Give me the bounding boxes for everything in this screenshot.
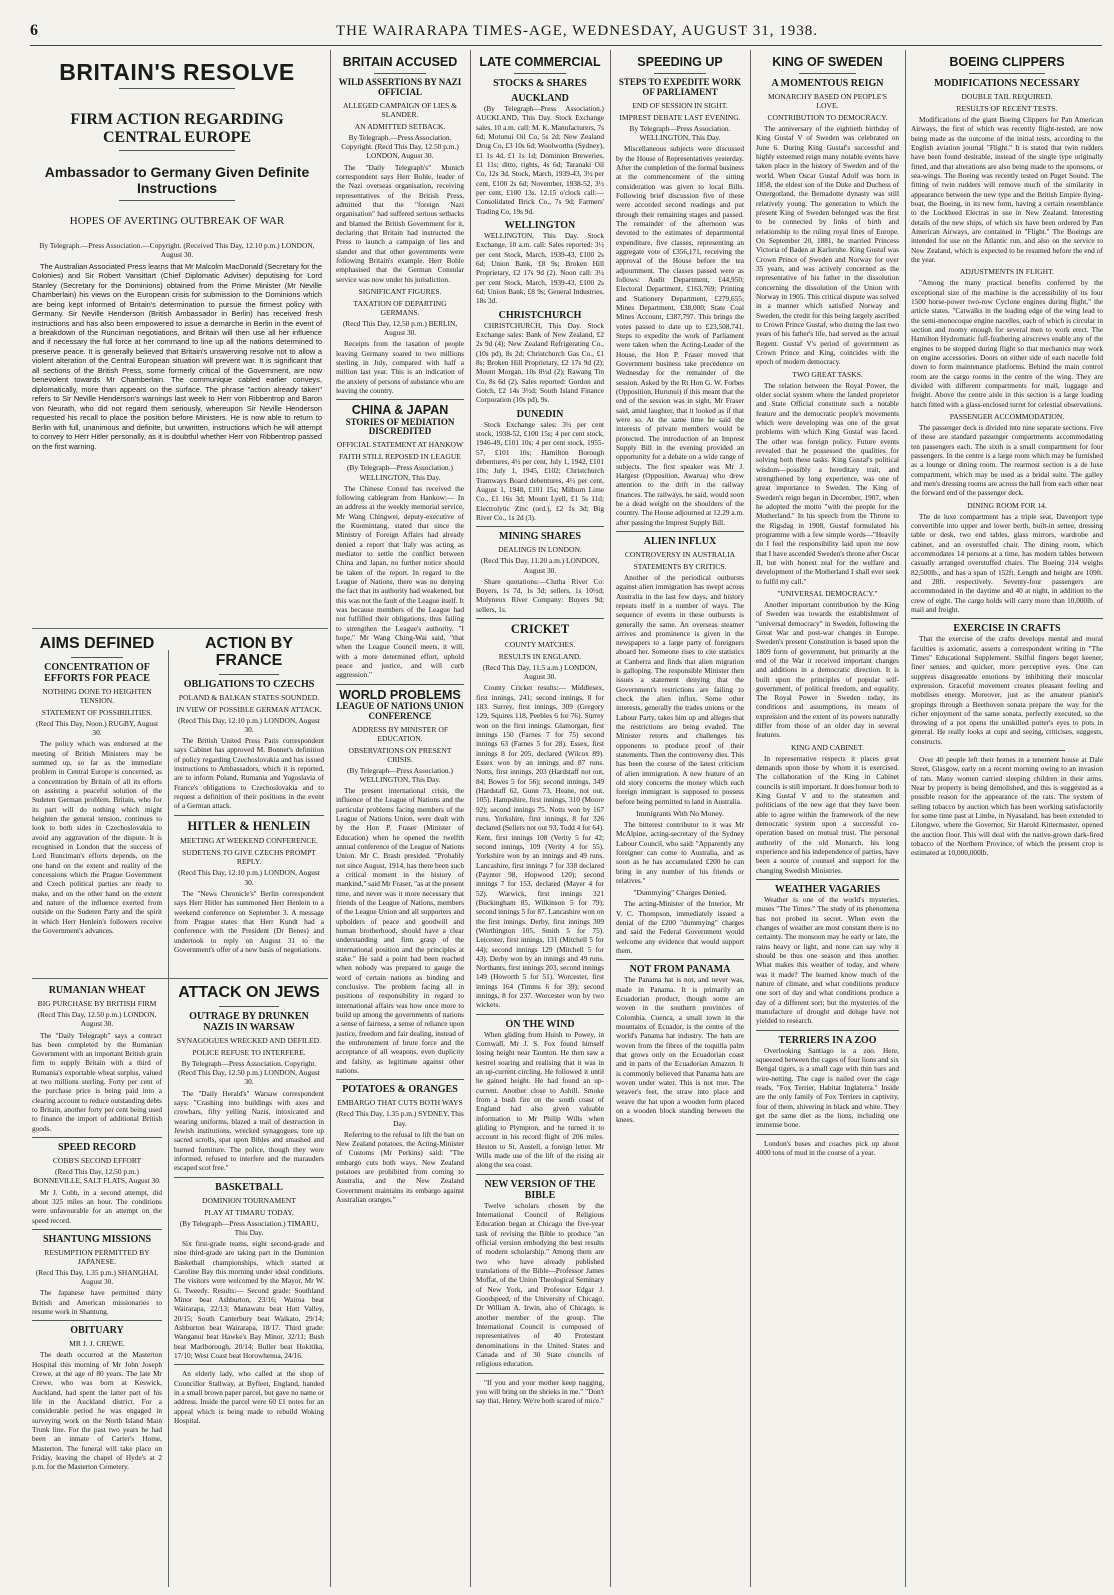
- article-britains-resolve: [32, 60, 322, 625]
- column-six: [756, 56, 899, 1586]
- subheadline: NOTHING DONE TO HEIGHTEN TENSION.: [42, 686, 152, 705]
- headline: TERRIERS IN A ZOO: [778, 1034, 877, 1046]
- subheadline: Immigrants With No Money.: [636, 809, 724, 819]
- article-body: County Cricket results:— Middlesex, first innings, 241; second innings, 8 for 183. Surrey, first innings, 309 (Gregory 129, Squires 118, Peebles 6 for 76). Surrey won on the first innings. Glamorgan, first innings 150 (Farnes 7 for 75) second innings 63 (Farnes 5 for 28). Essex, first innings 8 for 205, declared (Wilcox 89). Essex won by an innings and 87 runs. Notts, first innings, 203 (Hardstaff not out, 84; Bowes 5 for 56); second innings, 349 (Hardstaff 62, Gunn 73, Heane, not out, 105). Hampshire, first innings, 310 (Moore 92); second innings 75. Notts won by 167 runs. Yorkshire, first innings, 8 for 326 declared (Sellers not out 93, Todd 4 for 64). Kent, first innings 108 (Verity 5 for 42; second innings, 109 (Verity 4 for 55). Yorkshire won by an innings and 49 runs. Lancashire, first innings 7 for 338 declared (Paynter 98, Hopwood 120); second innings 7 for 153, declared (Mayer 4 for 52). Warwick, first innings 321 (Buckingham 85, Wilkinson 5 for 79); second innings 5 for 87. Lancashire won on the first innings. Derby, first innings 309 (Worthington 105, Smith 5 for 75). Leicester, first innings, 131 (Mitchell 5 for 44); second innings 129 (Mitchell 5 for 43). Derby won by an innings and 49 runs. Northants, first innings 203, second innings 149 (Howorth 5 for 51). Worcester, first innings 164 (Timms 6 for 39); second innings, 8 for 237. Worcester won by two wickets.: [476, 683, 604, 1010]
- article-aims-defined: [32, 636, 162, 973]
- article-body: Another of the periodical outbursts against alien immigration has swept across Australia in the last few days, and history repeats itself in a number of ways. The sequence of events in these outbursts is generally the same. An overseas steamer arrives and prominence is given in the newspapers to a large party of foreigners aboard her. Someone rises to cite statistics at Canberra and finds that alien migration is galloping. The responsible Minister then issues a statement denying that the Government's restrictions are failing to check the alien influx. Some other interests, generally the trades unions or the Labour Party, takes him up and alleges that the restrictions are being evaded. The Minister retorts and challenges his opponents to produce proof of their statements. Then the controversy dies. This has been the course of the latest criticism of alien immigration. A new feature of an old story concerns the money which each foreign immigrant is supposed to possess before being permitted to land in Australia.: [616, 572, 744, 806]
- dateline: (Recd This Day, 12.50 p.m.) LONDON, August 30.: [37, 1010, 157, 1029]
- column-rule: [330, 50, 331, 1587]
- article-body: Twelve scholars chosen by the International Council of Religious Education began at Chicago the five-year task of revising the Bible to produce "an official version embodying the best results of modern scholarship." Among them are two who have already published translations of the Bible—Professor James Moffat, of the Union Theological Seminary of New York, and Professor Edgar J. Goodspeed, of the University of Chicago. Dr William A. Irwin, also of Chicago, is another member of the group. The International Council is composed of representatives of 40 Protestant denominations in the United States and Canada and of 30 State councils of religious education.: [476, 1200, 604, 1369]
- subheadline: IMPREST DEBATE LAST EVENING.: [619, 112, 741, 122]
- market-report: WELLINGTON, This Day. Stock Exchange, 10 a.m. call: Sales reported: 3½ per cent Stock, March, 1939-43, £100 2s 6d; Union Bank, £8 9s; Broken Hill Proprietary, £2 17s 9d (2). Noon call: 3½ per cent Stock, March, 1939-43, £100 2s 6d; Union Bank, £8 9s; General Industries, 18s 3d.: [476, 231, 604, 306]
- headline: SPEEDING UP: [637, 56, 723, 69]
- dateline: (Recd This Day, 11.5 a.m.) LONDON, August 30.: [482, 662, 598, 682]
- subheadline: CONTRIBUTION TO DEMOCRACY.: [767, 113, 888, 123]
- dateline: (Recd This Day, 12.10 p.m.) LONDON, August 30.: [178, 868, 320, 887]
- article-body: The de luxe compartment has a triple seat, Davenport type convertible into upper and lower berth, built-in settee, dressing table or desk, two end tables, glass mirrors, wardrobe and cabinet, and an overstuffed chair. The dining room, which accommodates 14 persons at a time, has modern tables between casually arranged overstuffed chairs. The Boeing 314 weighs 82,500lb., and has a span of 152ft. Length and height are 109ft. and 28ft. respectively. Seventy-four passengers are accommodated in the daytime and 40 at night, in addition to the crew of eight. The cargo holds will carry more than 10,000lb. of mail and freight.: [911, 511, 1103, 614]
- paper-title: THE WAIRARAPA TIMES-AGE, WEDNESDAY, AUGUST 31, 1938.: [335, 23, 819, 39]
- subheadline: POLICE REFUSE TO INTERFERE.: [192, 1047, 306, 1057]
- subheadline: POLAND & BALKAN STATES SOUNDED.: [178, 692, 320, 702]
- subheadline: PLAY AT TIMARU TODAY.: [204, 1207, 294, 1217]
- article-body: When gliding from Huish to Powey, in Cornwall, Mr J. S. Fox found himself losing height near Taunton. He then saw a kestrel soaring and realising that it was in an up-current circling. He followed it until he gained height. He had found an up-current. Another close to Ashill. Smoke from a bush fire on the south coast of England had also given valuable information to Mr Philip Wills when gliding to Plympton, and he turned it to account in his record flight of 206 miles. Heston to St. Austell, a foreign letter. Mr Wills made use of the lift of the rising air along the sea coast.: [476, 1029, 604, 1170]
- article-body: The bitterest contributor to it was Mr McAlpine, acting-secretary of the Sydney Labour Council, who said: "Apparently any foreigner can come to Australia, and as soon as he has accumulated £200 he can bring in any number of his friends or relatives.": [616, 820, 744, 886]
- article-body: Referring to the refusal to lift the ban on New Zealand potatoes, the Acting-Minister of Customs (Mr Perkins) said: "The embargo cuts both ways. New Zealand potatoes are prohibited from coming to Australia, and the New Zealand Government maintains its embargo against Australian oranges.": [336, 1129, 464, 1205]
- subheadline: STEPS TO EXPEDITE WORK OF PARLIAMENT: [618, 77, 742, 98]
- dateline: By Telegraph—Press Association. WELLINGTON, This Day.: [629, 123, 731, 143]
- subheadline: AN ADMITTED SETBACK.: [354, 121, 446, 131]
- headline: ON THE WIND: [505, 1018, 575, 1030]
- subheadline: KING AND CABINET.: [790, 742, 865, 752]
- subheadline: MODIFICATIONS NECESSARY: [934, 78, 1080, 90]
- market-report: CHRISTCHURCH, This Day. Stock Exchange sales: Bank of New Zealand, £2 2s 9d (4); New Zealand Refrigerating Co., (10s pd), 8s 2d; Christchurch Gas Co., £1 8s; Broken Hill Proprietary, £2 17s 9d (2); Mount Morgan, 10s 8½d (2); Rawang Tin Co, 8s 6d (2). Sales reported: Gordon and Gotch, £2 14s 3½d; South Island Finance Corporation (10s pd), 9s.: [476, 320, 604, 405]
- column-rule: [750, 50, 751, 1587]
- subheadline: RESULTS IN ENGLAND.: [498, 651, 582, 661]
- headline: BRITAIN ACCUSED: [342, 56, 458, 69]
- article-body: Mr J. Cobb, in a second attempt, did about 325 miles an hour. The conditions were unfavourable for an attempt on the speed record.: [32, 1187, 162, 1225]
- headline: CHINA & JAPAN: [351, 403, 449, 418]
- subheadline: IN VIEW OF POSSIBLE GERMAN ATTACK.: [176, 704, 322, 714]
- article-body: The passenger deck is divided into nine separate sections. Five of these are standard passenger compartments accommodating ten passengers each. The sixth is a small compartment for four passengers. In the centre is a large room which may be furnished as a lounge or dining room. The rearmost section is a de luxe compartment, which may be used as a bridal suite. The galley and men's dressing rooms are across the hall from each other near the forward end of the passenger deck.: [911, 422, 1103, 498]
- masthead: [0, 0, 1114, 44]
- headline: BOEING CLIPPERS: [949, 56, 1065, 69]
- article-body: The "Daily Telegraph" says a contract has been completed by the Rumanian Government with an important British grain firm to supply Britain with a third of Rumania's exportable wheat surplus, valued at two millions sterling. Forty per cent of the purchase price is being paid into a clearing account to reduce outstanding debts to Britain, another forty per cent being used to finance the import of additional British goods.: [32, 1030, 162, 1133]
- subheadline: OUTRAGE BY DRUNKEN NAZIS IN WARSAW: [189, 1010, 309, 1033]
- headline: AIMS DEFINED: [39, 636, 155, 652]
- column-five: [616, 56, 744, 1586]
- headline: CRICKET: [510, 622, 570, 637]
- headline: MINING SHARES: [499, 531, 581, 543]
- headline: NEW VERSION OF THE BIBLE: [484, 1178, 596, 1201]
- subheadline: DEALINGS IN LONDON.: [498, 545, 582, 555]
- column-four: [476, 56, 604, 1586]
- market-heading: AUCKLAND: [511, 93, 569, 105]
- subheadline: "UNIVERSAL DEMOCRACY.": [777, 588, 878, 598]
- subheadline: OBSERVATIONS ON PRESENT CRISIS.: [348, 745, 452, 764]
- subheadline: EMBARGO THAT CUTS BOTH WAYS: [337, 1098, 463, 1108]
- market-heading: WELLINGTON: [504, 220, 576, 232]
- article-body: Over 40 people left their homes in a tenement house at Dale Street, Glasgow, early on a recent morning owing to an invasion of rats. Many women carried sleeping children in their arms. Near by property is being demolished, and this is suggested as a possible reason for the appearance of the rats. The system of selling tobacco by auction which has been working satisfactorily for some time past at Limbe, in Nyasaland, has been extended to Lilongwe, where the Governor, Sir Harold Kittermaster, opened the auction floor. This will deal with the native-grown dark-fired tobacco of the Northern Province, of which the present crop is estimated at 10,000,000lb.: [911, 755, 1103, 858]
- market-heading: DUNEDIN: [516, 408, 564, 420]
- headline: SPEED RECORD: [57, 1142, 137, 1154]
- headline: ACTION BY FRANCE: [205, 636, 293, 669]
- section-rule: [32, 628, 328, 629]
- article-body: The "Daily Telegraph's" Munich correspondent says Herr Bohle, leader of the Nazi overseas organisation, receiving representatives of the British Press, admitted that the "foreign Nazi organisation" had suffered serious setbacks and blamed the British Government for it, declaring that Britain had instructed the Press to launch a campaign of lies and slander and that other governments were following Britain's example. Herr Bohle emphasised that the German Consular service was now under his jurisdiction.: [336, 162, 464, 284]
- dateline: (Recd This Day, 12.50 p.m.) BONNEVILLE, SALT FLATS, August 30.: [33, 1167, 161, 1186]
- article-body: The Chinese Consul has received the following cablegram from Hankow:— In an address at the weekly memorial service, Mr Wang Chingwei, deputy-executive of the Kuomintang, stated that since the Ministry of Foreign Affairs had already denied a report that Italy was acting as mediator to settle the conflict between China and Japan, no further notice should be taken of the report. In regard to the League of Nations, there was no denying the fact that its authority had weakened, but this was not the fault of the League itself. It was because members of the League had not fulfilled their obligations, thus failing to strengthen the League's authority. "I hope," Mr Wang Ching-Wai said, "that when the League Council meets, it will, with a more determined effort, uphold peace and justice, and will curb aggression.": [336, 483, 464, 680]
- dateline: By Telegraph.—Press Association.—Copyright. (Received This Day, 12.10 p.m.) LONDON, August 30.: [39, 241, 315, 260]
- subheadline: TAXATION OF DEPARTING GERMANS.: [353, 298, 447, 317]
- headline: POTATOES & ORANGES: [342, 1084, 458, 1096]
- article-body: The policy which was endorsed at the meeting of British Ministers may be summed up, so far as the immediate problem in Central Europe is concerned, as a concentration by Britain of all its efforts on assisting a peaceful solution of the Sudeten German problem. Britain, who for its part will do nothing which might heighten the general tension, continues to look to both sides in Czechoslovakia to avoid any aggravation of the dispute. It is recognised in London that the success of Lord Runciman's efforts depends, on the one hand on the extent and reality of the concessions which the Prague Government and Czech political parties are ready to make, and on the other hand on the extent and nature of the influence exerted from outside on the Sudeten Party and the spirit in which Herr Henlein's followers receive the Government's advances.: [32, 739, 162, 935]
- column-lower-left: [32, 985, 162, 1585]
- headline: WORLD PROBLEMS: [339, 687, 461, 702]
- subheadline: RESULTS OF RECENT TESTS.: [956, 104, 1058, 114]
- subheadline: TWO GREAT TASKS.: [792, 369, 863, 379]
- article-body: "If you and your mother keep nagging, you will bring on the shrieks in me." "Don't say that, Henry. We're both scared of mice.": [476, 1377, 604, 1406]
- dateline: By Telegraph—Press Association. Copyright. (Recd This Day, 12.50 p.m.) LONDON, August 30.: [178, 1058, 320, 1087]
- article-body: Miscellaneous subjects were discussed by the House of Representatives yesterday. After the completion of the formal business at the commencement of the sitting consideration was given to local Bills. Following brief discussion five of these were accorded second readings and put through their remaining stages and passed. The remainder of the afternoon was devoted to the estimates of departmental expenditure, five classes, representing an aggregate vote of £356,171, receiving the approval of the House before the tea adjournment. The classes passed were as follows: Audit Department, £44,950; Electoral Department, £163,769; Printing and Stationery Department, £279,655; Mines Department, £38,000; State Coal Mines Account, £387,797. This brings the votes passed to date up to £23,508,741. Steps to expedite the work of Parliament were taken when the Acting-Leader of the House, the Hon P. Fraser moved that Government business take precedence on Wednesday for the remainder of the session. Asked by the Rt Hon G. W. Forbes (Opposition, Hurunui) if this meant that the end of the session was in sight, Mr Fraser said, amid laughter, that it looked as if that were so. At the same time he said the interests of private members would be protected. The introduction of an Imprest Supply Bill in the evening provided an opportunity for a debate on a wide range of subjects. The first speaker was Mr J. Hargest (Opposition, Awarua) who drew attention to the drift in the railway finances. The railways, he said, would soon be a dead weight on the shoulders of the country. The House adjourned at 12.29 a.m. after passing the Imprest Supply Bill.: [616, 144, 744, 527]
- column-three: [336, 56, 464, 1586]
- subheadline: SUDETENS TO GIVE CZECHS PROMPT REPLY.: [182, 848, 316, 867]
- article-body: Weather is one of the world's mysteries, muses "The Times." The study of its phenomena has not probed its secret. When even the changes of weather are most constant there is no certainty. The monsoon may be early or late, the rains heavy or light, and none can say why it should be thus one season and thus another. What makes this weather of today, and where was it made? The learned know much of the nature of climate, and what conditions produce one sort of day and what conditions produce a day of a different sort; but the mysteries of the manufacture of drought and deluge have not yielded to research.: [756, 895, 899, 1026]
- article-body: Share quotations:—Cluthа River Co: Buyers, 1s 7d, 1s 3d; sellers, 1s 10½d; Molyneux River Company: Buyers 9d; sellers, 1s.: [476, 576, 604, 614]
- subheadline: WILD ASSERTIONS BY NAZI OFFICIAL: [338, 77, 462, 98]
- article-action-by-france: [174, 636, 324, 973]
- headline: BASKETBALL: [215, 1181, 283, 1193]
- subheadline: COBB'S SECOND EFFORT: [52, 1156, 142, 1166]
- headline: WEATHER VAGARIES: [774, 884, 881, 896]
- dateline: (Recd This Day, Noon.) RUGBY, August 30.: [35, 718, 158, 738]
- headline: KING OF SWEDEN: [772, 56, 883, 69]
- dateline: (Recd This Day, 1.35 p.m.) SHANGHAI, August 30.: [35, 1267, 159, 1287]
- headline: NOT FROM PANAMA: [629, 964, 731, 976]
- subheadline: FAITH STILL REPOSED IN LEAGUE: [339, 452, 461, 462]
- subheadline: FIRM ACTION REGARDING CENTRAL EUROPE: [70, 111, 284, 146]
- article-body: London's buses and coaches pick up about 4000 tons of mud in the course of a year.: [756, 1138, 899, 1157]
- headline: HITLER & HENLEIN: [187, 818, 311, 833]
- article-body: Six first-grade teams, eight second-grade and nine third-grade are taking part in the Dominion Basketball championships, which started at Caroline Bay this morning under ideal conditions. The visitors were welcomed by the Mayor, Mr W. G. Tweedy. Results:— Second grade: Southland Minor beat Ashburton, 23/16; Wairoa beat Wairarapa, 22/13; Manawatu beat Hutt Valley, 20/15; South Canterbury beat Waikato, 29/14; Ashburton beat Wairarapa, 18/17. Third grade: Wanganui beat Hawke's Bay Minor, 32/11; Bush beat Marlborough, 20/14; Buller beat Hokitika, 17/10; West Coast beat Horowhenua, 24/16.: [174, 1239, 324, 1360]
- subheadline: STOCKS & SHARES: [493, 78, 587, 90]
- headline: EXERCISE IN CRAFTS: [953, 623, 1061, 635]
- subheadline: A MOMENTOUS REIGN: [771, 78, 884, 90]
- headline: OBITUARY: [70, 1325, 124, 1337]
- subheadline: Ambassador to Germany Given Definite Instructions: [44, 164, 310, 196]
- headline: LATE COMMERCIAL: [479, 56, 601, 69]
- headline: ALIEN INFLUX: [643, 535, 717, 547]
- article-body: Receipts from the taxation of people leaving Germany soared to two millions sterling in July, compared with half a million last year. This is an indication of the anxiety of persons of substance who are leaving the country.: [336, 339, 464, 396]
- subheadline: MONARCHY BASED ON PEOPLE'S LOVE.: [767, 92, 887, 111]
- column-seven: [911, 56, 1103, 1586]
- dateline: (Recd This Day, 1.35 p.m.) SYDNEY, This Day.: [336, 1109, 464, 1128]
- subheadline: COUNTY MATCHES.: [504, 639, 576, 649]
- article-body: An elderly lady, who called at the shop of Councillor Stallway, at Byfleet, England, handed in a small brown paper parcel, but gave no name or address. Inside the parcel were 60 £1 notes for an appeal which is being made to rebuild Woking Hospital.: [174, 1369, 324, 1425]
- dateline: (Recd This Day, 12.10 p.m.) LONDON, August 30.: [178, 715, 320, 734]
- article-body: The acting-Minister of the Interior, Mr V. C. Thompson, immediately issued a denial of the £200 "dummying" charges and said the Federal Government would welcome any evidence that would support them.: [616, 899, 744, 955]
- article-body: The "Daily Herald's" Warsaw correspondent says: "Crashing into buildings with axes and crowbars, fifty yelling Nazis, intoxicated and wearing uniforms, blazed a trail of destruction in Jewish institutions, wrecked synagogues, tore up sacred scrolls, spat upon Bibles and smashed and burned furniture. The police, though they were informed, refused to interfere and the marauders escaped scot free.": [174, 1088, 324, 1173]
- headline: ATTACK ON JEWS: [178, 985, 320, 1001]
- article-body: The Panama hat is not, and never was, made in Panama. It is primarily an Ecuadorian product, though some are woven in the southern provinces of Colombia. Cuenca, a small town in the mountains of Ecuador, is the centre of the world's Panama hat industry. The hats are woven from the fibres of the toquilla palm that grows only on the Ecuadorian coast and in parts of the Ecuadorian Amazon. It is commonly believed that Panama hats are woven under water. This is not true. The weaver's feet, the straw into place and weave the hat upon a wooden form placed on a wooden block standing between the knees.: [616, 975, 744, 1125]
- subheadline: "Dummying" Charges Denied.: [633, 888, 727, 898]
- subheadline: ALLEGED CAMPAIGN OF LIES & SLANDER.: [342, 100, 458, 119]
- article-body: The "News Chronicle's" Berlin correspondent says Herr Hitler has summoned Herr Henlein to a weekend conference on September 3. A message from Prague states that Herr Kundt had a conference with the President (Dr Benes) and undertook to reply on August 31 to the Government's offer of a new basis of negotiations.: [174, 888, 324, 954]
- subheadline: ADDRESS BY MINISTER OF EDUCATION.: [351, 724, 449, 743]
- subheadline: STATEMENTS BY CRITICS.: [633, 561, 727, 571]
- dateline: (Recd This Day, 11.20 a.m.) LONDON, August 30.: [480, 556, 600, 575]
- page-number: 6: [30, 22, 38, 39]
- article-body: The Australian Associated Press learns that Mr Malcolm MacDonald (Secretary for the Colonies) and Sir Robert Vansittart (Chief Diplomatic Adviser) deputising for Lord Stanley (Secretary for the Dominions) obtained from the Prime Minister (Mr Neville Chamberlain) his views on the European crisis for submission to the Dominions which are being kept informed of Britain's determination to pursue the firmest policy with Germany. Sir Neville Henderson (British Ambassador in Berlin) has received fresh instructions and has also been empowered to issue a demarche in Berlin in the event of a breakdown of the Runciman negotiations, and Britain will then use all her influence and if necessary the full force at her command to line up all the nations determined to preserve peace. It is generally believed that Britain's unswerving resolve not to allow a violent alteration of the Central European situation will prevent war. It is significant that all sections of the British Press, some formerly critical of the Government, are now benevolent towards Mr Chamberlain. The communique cabled earlier conveys, diplomatically, more than appears on the surface. The phrase "action already taken" refers to Sir Neville Henderson's warnings last week to Herr von Ribbentrop and Baron von Neurath, who did not regard them seriously, whereupon Sir Neville Henderson requested his recall to place the position before Ministers. He is now able to return to Berlin with full, unanimous and definite, but unwritten, instructions which he will attempt to convey to Herr Hitler personally, as it is doubtful whether Herr von Ribbentrop passed on the first warning.: [32, 261, 322, 451]
- subheadline: SYNAGOGUES WRECKED AND DEFILED.: [176, 1035, 322, 1045]
- subheadline: PASSENGER ACCOMMODATION.: [949, 411, 1065, 421]
- subheadline: DOMINION TOURNAMENT: [201, 1195, 296, 1205]
- dateline: (Recd This Day, 12.50 p.m.) BERLIN, August 30.: [342, 318, 458, 338]
- subheadline: STATEMENT OF POSSIBILITIES.: [41, 707, 153, 717]
- subheadline: DOUBLE TAIL REQUIRED.: [961, 92, 1053, 102]
- masthead-rule: [30, 45, 1102, 46]
- market-heading: CHRISTCHURCH: [498, 309, 582, 321]
- subheadline: CONCENTRATION OF EFFORTS FOR PEACE: [44, 661, 150, 684]
- headline: RUMANIAN WHEAT: [48, 985, 146, 996]
- subheadline: BIG PURCHASE BY BRITISH FIRM: [37, 999, 157, 1008]
- headline: SHANTUNG MISSIONS: [42, 1233, 152, 1245]
- market-report: (By Telegraph—Press Association.) AUCKLAND, This Day. Stock Exchange sales, 10 a.m. call: M. K. Manufacturers, 7s 6d; Motunui Oil Co, 5s 2d; New Zealand Drug Co, £3 10s 6d; Woolworths (Sydney), £1 1s 4d, £1 1s 1d; Dominion Breweries, £1 11s; ditto, rights, 4s 6d; Taranaki Oil Co, 12s 3d. Stock, March, 1939-43, 3½ per cent, £100 2s 6d; November, 1938-52, 3½ per cent, £100 13s. 12.15 o'clock call:—Consolidated Brick Co., 7s 9d; Farmers' Trading Co, 19s 9d.: [476, 104, 604, 216]
- article-body: The relation between the Royal Power, the older social system where the landed proprietor and State Official constitute such a notable feature and the democratic people's movements which were developing was one of the great problems with which King Gustaf was faced. The other was foreign policy. Future events revealed that he possessed the qualities for solving both these tasks. King Gustaf's political wisdom—possibly a hereditary trait, and strengthened by long experience, was one of great importance to Sweden. The King of Sweden's reign began in December, 1907, when he adopted the motto "with the people for the Motherland." In his speech from the Throne to the Rigsdag in 1908, Gustaf formulated his programme with a few simple words—"Heavily do I feel the responsibility laid upon me now that I have ascended Sweden's throne after Oscar II, but with honest zeal for the welfare and development of the Motherland I shall ever seek to fulfil my call.": [756, 380, 899, 586]
- article-body: The death occurred at the Masterton Hospital this morning of Mr John Joseph Crewe, at the age of 80 years. The late Mr Crewe, who was born at Keswick, Auckland, had spent the latter part of his life in the Auckland district. For a considerable period he was engaged in surveying work on the North Island Main Trunk line. For the past two years he had been an inmate of Carter's Home, Masterton. The funeral will take place on Friday, leaving the chapel of Hyde's at 2 p.m. for the Masterton Cemetery.: [32, 1350, 162, 1472]
- dateline: By Telegraph.—Press Association. Copyright. (Recd This Day, 12.50 p.m.) LONDON, August 30.: [341, 132, 459, 161]
- column-lower-second: [174, 985, 324, 1585]
- section-rule: [32, 978, 328, 979]
- subheadline: ADJUSTMENTS IN FLIGHT.: [959, 267, 1055, 277]
- article-body: Another important contribution by the King of Sweden was towards the establishment of "universal democracy" in Sweden, following the Great War and post-war changes in Europe. Sweden's present Constitution is based upon the 1809 form of government, but primarily at the end of the War it received important changes and additions in a democratic direction. It is built upon the principles of popular self-government, of political freedom, and equality. The Royal Power in Sweden today, its conditions and assumptions, its means of expression and the extent of its powers naturally differ from those of an older day in several features.: [756, 599, 899, 740]
- column-rule: [905, 50, 906, 1587]
- column-rule: [168, 650, 169, 1587]
- article-body: That the exercise of the crafts develops mental and moral faculties is axiomatic, asserts a correspondent writing in "The Times" Educational Supplement. Skilful fingers beget keener, finer senses, and quicker, more perceptive eyes. One can suppress disagreeable emotions by inhibiting their muscular expression. Graceful movement creates pleasant feeling and mobilises energy. Moreover, just as the amateur pianist's gropings through a Beethoven sonata prepare the way for the richer enjoyment of the same sonata, perfectly executed, so the throwing of a pot opens the unskilled potter's eyes to pots in general. He really looks at cups and seeing, criticises, suggests, constructs.: [911, 634, 1103, 746]
- subheadline: HOPES OF AVERTING OUTBREAK OF WAR: [69, 215, 285, 228]
- subheadline: SIGNIFICANT FIGURES.: [358, 286, 442, 296]
- article-body: In representative respects it places great demands upon those by whom it is exercised. The collaboration of the King in Cabinet councils is still important. It does honour both to King Gustaf V and to the statesmen and politicians of the new age that they have been able to agree within the framework of the new democratic system upon a successful co-operation based on mutual trust. The personal authority of the old Monarch, his long experience and his independence of parties, have been a source of counsel and support for the changing Swedish Ministries.: [756, 753, 899, 875]
- article-body: "Among the many practical benefits conferred by the exceptional size of the machine is the accessibility of its four 1500 horse-power two-row Cyclone engines during flight," the article states. "Catwalks in the leading edge of the wing lead to the semi-monocoque engine nacelles, each of which is circular in section and roomy enough for several men to work erect. The Hamilton Hydromatic full-feathering airscrews enable any of the engines to be stopped during flight so that mechanics may work on engine accessories. Doors on either side of each nacelle fold down to form maintenance platforms. Behind the main control room are the cargo rooms in the centre of the wing. They are divided with different compartments for mail, luggage and freight. Above the centre aisle in this section is a large loading hatch fitted with a glass-enclosed turret for celestial observations.: [911, 278, 1103, 409]
- article-body: The Japanese have permitted thirty British and American missionaries to resume work in Shantung.: [32, 1288, 162, 1317]
- subheadline: RESUMPTION PERMITTED BY JAPANESE.: [44, 1247, 150, 1266]
- dateline: (By Telegraph—Press Association.) WELLINGTON, This Day.: [347, 765, 453, 784]
- subheadline: MEETING AT WEEKEND CONFERENCE.: [180, 836, 318, 846]
- subheadline: END OF SESSION IN SIGHT.: [632, 100, 728, 110]
- subheadline: STORIES OF MEDIATION DISCREDITED: [345, 416, 455, 437]
- subheadline: DINING ROOM FOR 14.: [967, 500, 1047, 510]
- article-body: The present international crisis, the influence of the League of Nations and the particular problems facing members of the League of Nations Union, were dealt with by the Hon P. Fraser (Minister of Education) when he opened the twelfth annual conference of the League of Nations Union. Mr C. Brash presided. "Probably not since August, 1914, has there been such a critical moment in the history of mankind," said Mr Fraser, "as at the present time, and never was it more necessary that friends of the League of Nations, members of the League Union and all supporters and upholders of peace and goodwill and human brotherhood, should have a clear understanding and firm grasp of the international position and the principles at stake." He said a point had been reached when nobody was prepared to gauge the word of certain nations as binding and conclusive. The problem facing all in positions of responsibility in regard to international affairs was how once more to build up among the governments of nations a sense of fairness, a sense of reliance upon justice, freedom and fair dealing, instead of the enthronement of brute force and the acceptance of all weapons, even duplicity and falsity, as legitimate against other nations.: [336, 786, 464, 1075]
- column-rule: [610, 50, 611, 1587]
- subheadline: OFFICIAL STATEMENT AT HANKOW: [336, 440, 464, 450]
- headline: BRITAIN'S RESOLVE: [59, 60, 295, 85]
- subheadline: CONTROVERSY IN AUSTRALIA: [624, 549, 736, 559]
- dateline: (By Telegraph—Press Association.) WELLINGTON, This Day.: [347, 463, 453, 482]
- article-body: Overlooking Santiago is a zoo. Here, squeezed between the cages of four lions and six Bengal tigers, is a small cage with thin bars and wire-netting. The cage is nailed over the cage reads, "Fox Terrier, Habitat Inglaterra." Inside are the only family of Fox Terriers in captivity, four of them, shivering in black and white. They get the same diet as the lions, including one immense bone.: [756, 1045, 899, 1130]
- subheadline: MR J. J. CREWE.: [69, 1339, 125, 1349]
- subheadline: LEAGUE OF NATIONS UNION CONFERENCE: [336, 700, 464, 721]
- subheadline: OBLIGATIONS TO CZECHS: [183, 678, 315, 690]
- market-report: Stock Exchange sales: 3½ per cent stock, 1938-52, £100 15s; 4 per cent stock, 1946-49, £101 10s; 4 per cent stock, 1955-57, £101 10s; Hamilton Borough debentures, 4½ per cent, July 1, 1942, £101 10s; July 1, 1945, £102; Christchurch Tramways Board debentures, 4½ per cent, August 1, 1948, £101 15s; Milburn Lime Co., £1 16s 3d; Mount Lyell, £1 5s 11d; Electrolytic Zinc (ord.), £2 1s 3d; Big River Co., 1s 2d (3).: [476, 419, 604, 522]
- article-body: The anniversary of the eightieth birthday of King Gustaf V of Sweden was celebrated on June 6. During King Gustaf's successful and highly esteemed reign many notable events have taken place in the history of Sweden and of the world. When Oscar Gustaf Adolf was born in 1858, the eldest son of the Duke and Duchess of Ostergotland, the Bernadotte dynasty was still relatively young. The generation to which the present King of Sweden belonged was the first to be connected by links of birth and relationship to the ruling royal lines of Europe. On September 20, 1881, he married Princess Victoria of Baden at Karlsruhe. King Gustaf was Crown Prince of Sweden and Norway for over 35 years, and was actively concerned as the representative of his father in the dissolution concerning the dissolution of the Union with Norway in 1905. This critical dispute was solved in a manner which satisfied Norway and Sweden, the credit for this being largely ascribed to Crown Prince Gustaf, who during the last two years of his father's life, had served as the actual Regent. Gustaf V's period of government as Crown Prince and King, coincides with the epoch of modern democracy.: [756, 124, 899, 367]
- dateline: (By Telegraph—Press Association.) TIMARU, This Day.: [179, 1218, 319, 1237]
- article-body: The British United Press Paris correspondent says Cabinet has approved M. Bonnet's definition of policy regarding Czechoslovakia and has issued instructions to Ambassadors, which it is reported, are to inform Poland, Rumania and Yugoslavia of France's obligations to Czechoslovakia and to request a definition of their positions in the event of a German attack.: [174, 736, 324, 811]
- article-body: Modifications of the giant Boeing Clippers for Pan American Airways, the first of which was recently flight-tested, are now being made as the outcome of the initial tests, according to the English aviation journal "Flight." It is stated that twin rudders have been found desirable, instead of the single type originally fitted, and that alterations are also being made to the sponsons, or sea-wings. The Boeing was recently tested on Puget Sound. The fitting of twin rudders will remove much of the similarity in appearance between the new type and the British Empire flying-boat, the Boeing, in its new form, having a certain resemblance to the Lockheed Electras in use in New Zealand. Interesting details of the new ships, of which six have been ordered by Pan American Airways, are contained in "Flight." The Boeings are intended for use on the Atlantic run, and also on the service to New Zealand, which is expected to be resumed before the end of the year.: [911, 115, 1103, 265]
- column-rule: [470, 50, 471, 1587]
